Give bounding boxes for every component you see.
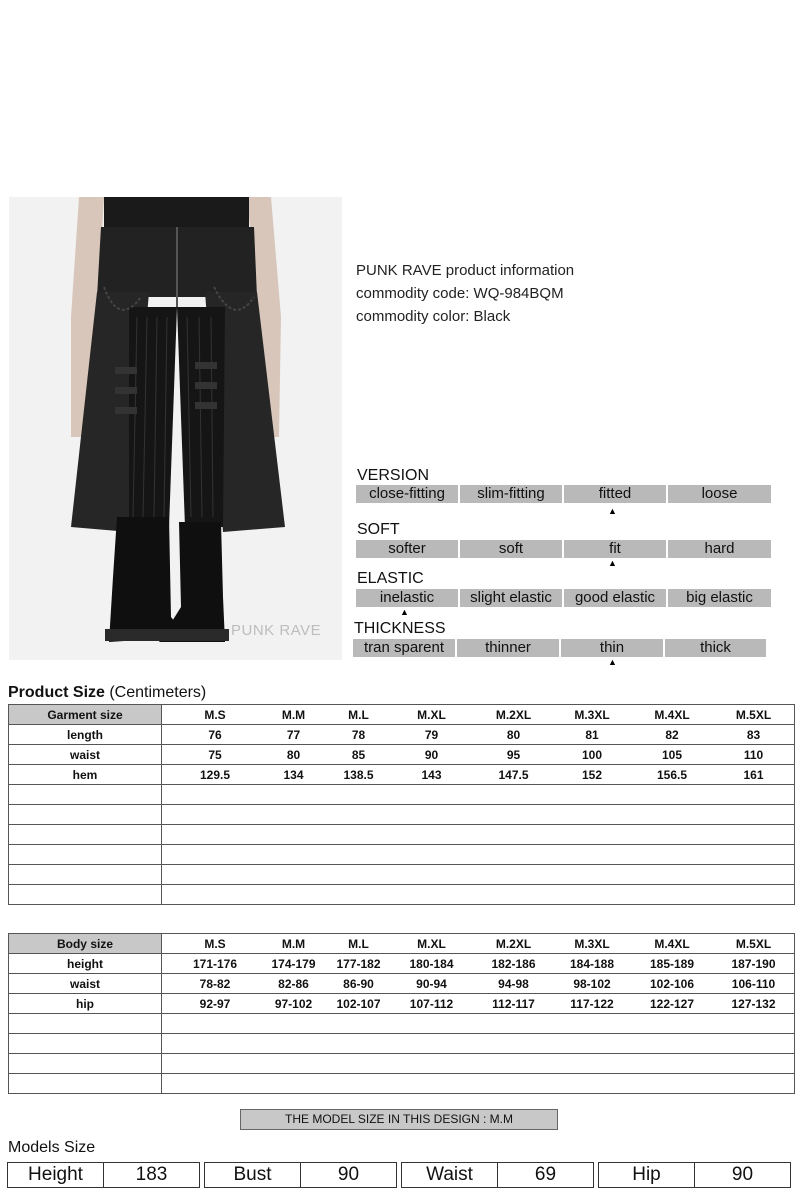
cell-value: 161 bbox=[715, 765, 793, 785]
model-size-banner: THE MODEL SIZE IN THIS DESIGN : M.M bbox=[240, 1109, 558, 1130]
cell-value: 174-179 bbox=[271, 956, 316, 971]
cell-value: 156.5 bbox=[630, 765, 715, 785]
model-measure-value: 90 bbox=[694, 1163, 790, 1187]
cell-value: 185-189 bbox=[649, 956, 695, 971]
model-measure-label: Waist bbox=[426, 1164, 473, 1185]
cell-value: 94-98 bbox=[473, 974, 555, 994]
cell-value: 75 bbox=[170, 745, 261, 765]
row-label: waist bbox=[9, 974, 162, 994]
row-label: hem bbox=[9, 765, 162, 785]
cell-value: 78-82 bbox=[170, 974, 261, 994]
size-col-header: M.XL bbox=[391, 705, 473, 725]
attr-option: soft bbox=[460, 540, 562, 558]
size-col-header: M.3XL bbox=[555, 934, 630, 954]
size-col-header: M.5XL bbox=[715, 934, 793, 954]
attr-option: good elastic bbox=[564, 589, 666, 607]
attr-option: slim-fitting bbox=[460, 485, 562, 503]
model-measure-bust bbox=[204, 1162, 397, 1188]
model-measure-value: 183 bbox=[103, 1163, 199, 1187]
cell-value: 82 bbox=[665, 727, 679, 742]
cell-value: 152 bbox=[555, 765, 630, 785]
cell-value: 82-86 bbox=[261, 974, 327, 994]
attr-option: slight elastic bbox=[460, 589, 562, 607]
attr-title-elastic: ELASTIC bbox=[357, 570, 424, 587]
cell-value: 81 bbox=[585, 727, 599, 742]
cell-value: 122-127 bbox=[630, 994, 715, 1014]
table-row bbox=[9, 974, 795, 994]
product-size-title: Product Size bbox=[8, 684, 105, 701]
cell-value: 187-190 bbox=[731, 956, 776, 971]
selection-marker-icon: ▲ bbox=[400, 607, 409, 617]
cell-value: 182-186 bbox=[491, 956, 536, 971]
table-row-blank bbox=[9, 885, 795, 905]
cell-value: 92-97 bbox=[170, 994, 261, 1014]
cell-value: 85 bbox=[327, 745, 391, 765]
attr-option-selected: thin bbox=[561, 639, 663, 657]
cell-value: 127-132 bbox=[715, 994, 793, 1014]
table-row-blank bbox=[9, 785, 795, 805]
cell-value: 184-188 bbox=[569, 956, 615, 971]
cell-value: 98-102 bbox=[555, 974, 630, 994]
cell-value: 76 bbox=[208, 727, 222, 742]
cell-value: 79 bbox=[424, 727, 439, 742]
model-measure-value: 69 bbox=[497, 1163, 593, 1187]
cell-value: 80 bbox=[261, 745, 327, 765]
table-row-blank bbox=[9, 1034, 795, 1054]
info-code-line: commodity code: WQ-984BQM bbox=[356, 285, 564, 302]
table-row-blank bbox=[9, 865, 795, 885]
cell-value: 138.5 bbox=[327, 765, 391, 785]
attr-option: softer bbox=[356, 540, 458, 558]
product-photo bbox=[9, 197, 342, 660]
cell-value: 143 bbox=[391, 765, 473, 785]
table-header-row bbox=[9, 934, 795, 954]
attr-title-version: VERSION bbox=[357, 467, 430, 484]
model-measure-label: Bust bbox=[233, 1164, 272, 1185]
size-col-header: M.XL bbox=[391, 934, 473, 954]
attr-option-selected: inelastic bbox=[356, 589, 458, 607]
cell-value: 100 bbox=[555, 745, 630, 765]
product-size-unit: (Centimeters) bbox=[104, 684, 207, 701]
model-measure-label: Hip bbox=[632, 1164, 661, 1185]
size-col-header: M.2XL bbox=[473, 934, 555, 954]
cell-value: 180-184 bbox=[409, 956, 454, 971]
photo-watermark: PUNK RAVE bbox=[231, 622, 322, 639]
cell-value: 77 bbox=[286, 727, 301, 742]
table-header-label: Garment size bbox=[9, 705, 162, 725]
product-info bbox=[356, 259, 574, 328]
cell-value: 129.5 bbox=[170, 765, 261, 785]
garment-size-table bbox=[8, 704, 795, 905]
attr-title-thickness: THICKNESS bbox=[354, 620, 446, 637]
cell-value: 171-176 bbox=[192, 956, 238, 971]
table-row-blank bbox=[9, 1054, 795, 1074]
table-row bbox=[9, 994, 795, 1014]
attr-option: thick bbox=[665, 639, 766, 657]
cell-value: 177-182 bbox=[336, 956, 381, 971]
attr-option-selected: fit bbox=[564, 540, 666, 558]
attr-option: thinner bbox=[457, 639, 559, 657]
cell-value: 106-110 bbox=[715, 974, 793, 994]
selection-marker-icon: ▲ bbox=[608, 657, 617, 667]
size-col-header: M.4XL bbox=[630, 705, 715, 725]
cell-value: 95 bbox=[473, 745, 555, 765]
attr-title-soft: SOFT bbox=[357, 521, 400, 538]
cell-value: 80 bbox=[506, 727, 521, 742]
size-col-header: M.2XL bbox=[473, 705, 555, 725]
model-measure-height bbox=[7, 1162, 200, 1188]
row-label: height bbox=[9, 954, 162, 974]
info-brand-line: PUNK RAVE product information bbox=[356, 262, 575, 279]
size-col-header: M.L bbox=[327, 705, 391, 725]
model-measure-value: 90 bbox=[300, 1163, 396, 1187]
cell-value: 112-117 bbox=[473, 994, 555, 1014]
size-col-header: M.M bbox=[261, 934, 327, 954]
model-measure-hip bbox=[598, 1162, 791, 1188]
table-row-blank bbox=[9, 805, 795, 825]
table-row bbox=[9, 725, 795, 745]
cell-value: 86-90 bbox=[327, 974, 391, 994]
info-color-line: commodity color: Black bbox=[356, 308, 511, 325]
selection-marker-icon: ▲ bbox=[608, 506, 617, 516]
cell-value: 117-122 bbox=[555, 994, 630, 1014]
product-size-heading bbox=[8, 684, 206, 702]
size-col-header: M.S bbox=[170, 705, 261, 725]
cell-value: 110 bbox=[715, 745, 793, 765]
size-col-header: M.M bbox=[261, 705, 327, 725]
attr-option: tran sparent bbox=[353, 639, 455, 657]
cell-value: 105 bbox=[630, 745, 715, 765]
cell-value: 90-94 bbox=[391, 974, 473, 994]
cell-value: 90 bbox=[391, 745, 473, 765]
attr-option: close-fitting bbox=[356, 485, 458, 503]
model-measure-label: Height bbox=[28, 1164, 83, 1185]
cell-value: 83 bbox=[746, 727, 761, 742]
body-size-table bbox=[8, 933, 795, 1094]
cell-value: 134 bbox=[261, 765, 327, 785]
attr-option: loose bbox=[668, 485, 771, 503]
size-col-header: M.4XL bbox=[630, 934, 715, 954]
table-row bbox=[9, 745, 795, 765]
row-label: waist bbox=[9, 745, 162, 765]
cell-value: 102-106 bbox=[630, 974, 715, 994]
cell-value: 107-112 bbox=[391, 994, 473, 1014]
attr-option: big elastic bbox=[668, 589, 771, 607]
product-illustration bbox=[9, 197, 342, 660]
table-row-blank bbox=[9, 825, 795, 845]
table-row-blank bbox=[9, 845, 795, 865]
models-size-title: Models Size bbox=[8, 1139, 96, 1156]
table-row bbox=[9, 954, 795, 974]
table-header-label: Body size bbox=[9, 934, 162, 954]
row-label: hip bbox=[9, 994, 162, 1014]
size-col-header: M.3XL bbox=[555, 705, 630, 725]
attr-option-selected: fitted bbox=[564, 485, 666, 503]
table-header-row bbox=[9, 705, 795, 725]
table-row bbox=[9, 765, 795, 785]
attr-option: hard bbox=[668, 540, 771, 558]
model-measure-waist bbox=[401, 1162, 594, 1188]
table-row-blank bbox=[9, 1014, 795, 1034]
selection-marker-icon: ▲ bbox=[608, 558, 617, 568]
row-label: length bbox=[9, 725, 162, 745]
cell-value: 97-102 bbox=[261, 994, 327, 1014]
size-col-header: M.S bbox=[170, 934, 261, 954]
cell-value: 102-107 bbox=[327, 994, 391, 1014]
table-row-blank bbox=[9, 1074, 795, 1094]
cell-value: 147.5 bbox=[473, 765, 555, 785]
size-col-header: M.L bbox=[327, 934, 391, 954]
size-col-header: M.5XL bbox=[715, 705, 793, 725]
cell-value: 78 bbox=[351, 727, 366, 742]
